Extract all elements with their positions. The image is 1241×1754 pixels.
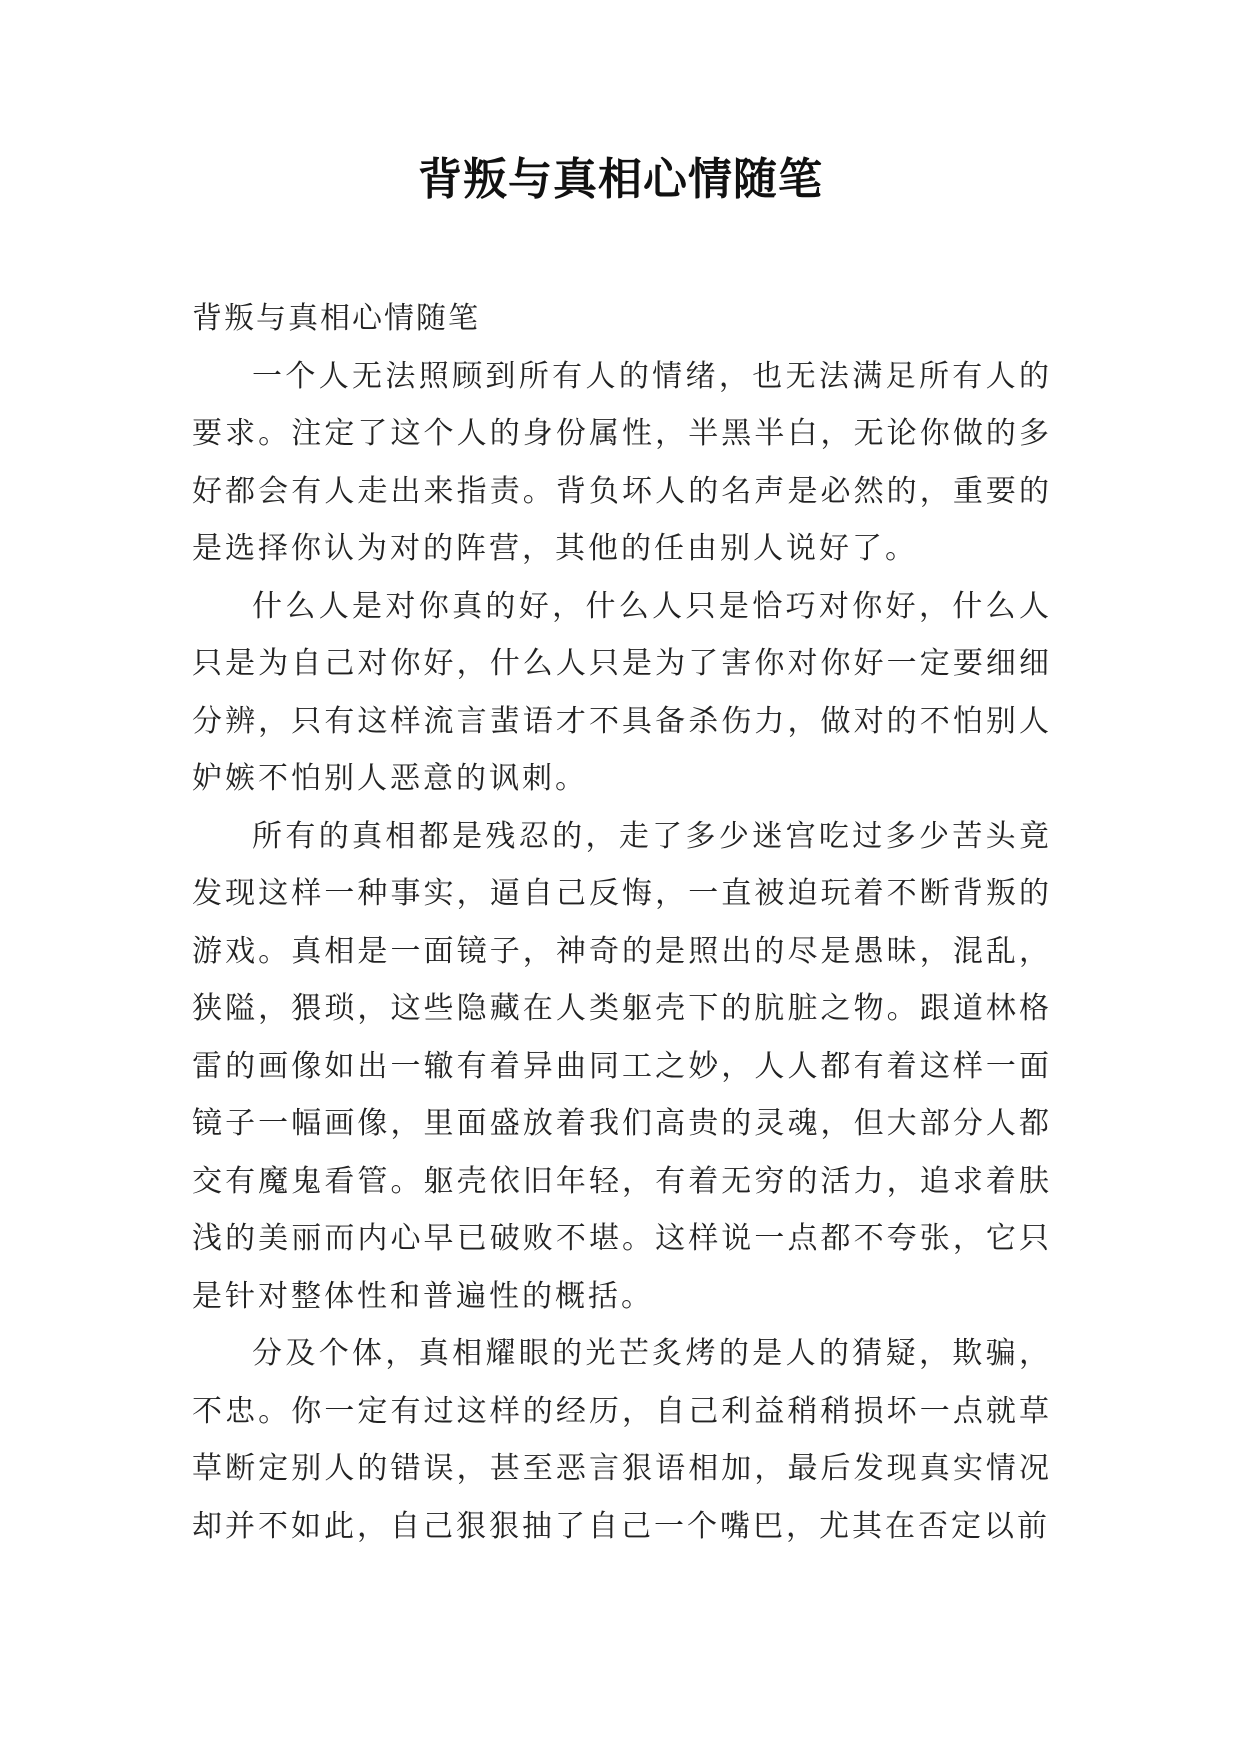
paragraph-3: 所有的真相都是残忍的，走了多少迷宫吃过多少苦头竟发现这样一种事实，逼自己反悔，一直被迫玩着不断背叛的游戏。真相是一面镜子，神奇的是照出的尽是愚昧，混乱，狭隘，猥琐，这些隐藏在人类躯壳下的肮脏之物。跟道林格雷的画像如出一辙有着异曲同工之妙，人人都有着这样一面镜子一幅画像，里面盛放着我们高贵的灵魂，但大部分人都交有魔鬼看管。躯壳依旧年轻，有着无穷的活力，追求着肤浅的美丽而内心早已破败不堪。这样说一点都不夸张，它只是针对整体性和普遍性的概括。: [192, 818, 1052, 1314]
paragraph-1: 一个人无法照顾到所有人的情绪，也无法满足所有人的要求。注定了这个人的身份属性，半黑半白，无论你做的多好都会有人走出来指责。背负坏人的名声是必然的，重要的是选择你认为对的阵营，其他的任由别人说好了。: [192, 358, 1052, 566]
paragraph-4: 分及个体，真相耀眼的光芒炙烤的是人的猜疑，欺骗，不忠。你一定有过这样的经历，自己利益稍稍损坏一点就草草断定别人的错误，甚至恶言狠语相加，最后发现真实情况却并不如此，自己狠狠抽了自己一个嘴巴，尤其在否定以前: [192, 1336, 1052, 1544]
document-subtitle: 背叛与真相心情随笔: [192, 301, 480, 336]
paragraph-2: 什么人是对你真的好，什么人只是恰巧对你好，什么人只是为自己对你好，什么人只是为了害你对你好一定要细细分辨，只有这样流言蜚语才不具备杀伤力，做对的不怕别人妒嫉不怕别人恶意的讽刺。: [192, 588, 1052, 796]
document-body: [192, 290, 1052, 1555]
document-title: 背叛与真相心情随笔: [418, 154, 823, 205]
